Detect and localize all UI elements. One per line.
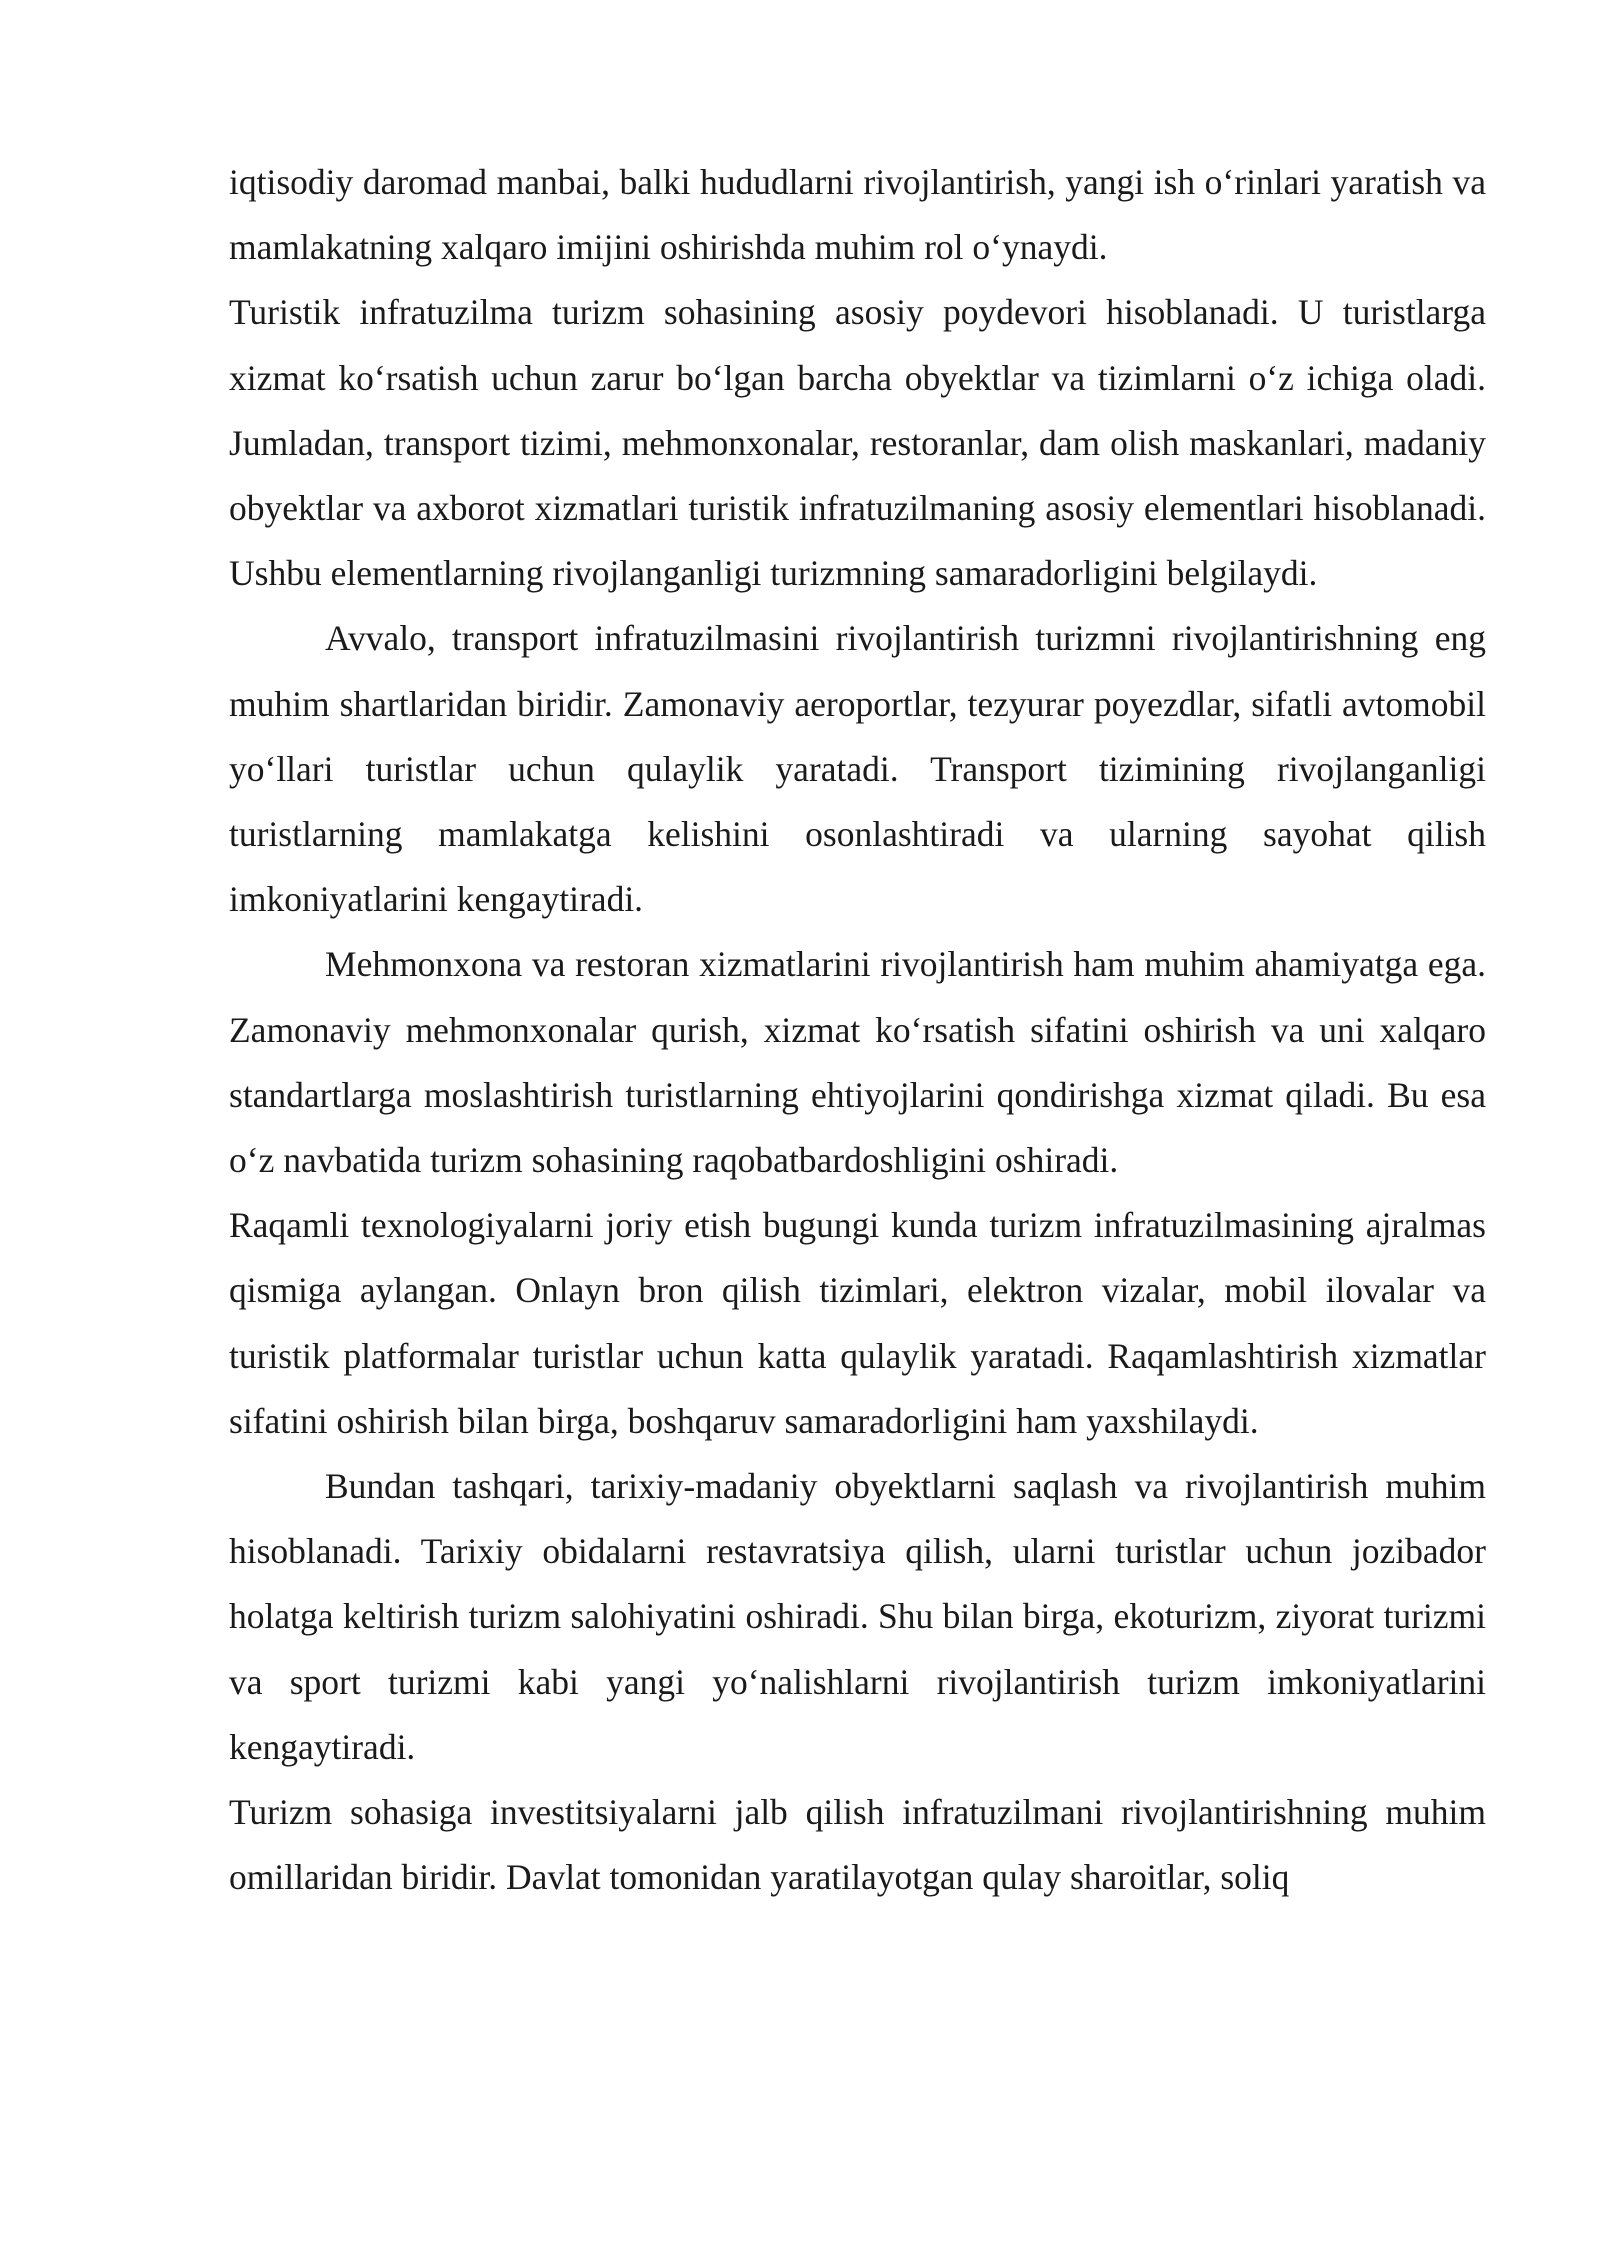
- paragraph-continuation: iqtisodiy daromad manbai, balki hududlarni rivojlantirish, yangi ish o‘rinlari yaratish va mamlakatning xalqaro imijini oshirishda muhim rol o‘ynaydi.: [229, 162, 1486, 268]
- paragraph-transport: Avvalo, transport infratuzilmasini rivojlantirish turizmni rivojlantirishning eng muhim shartlaridan biridir. Zamonaviy aeroportlar, tezyurar poyezdlar, sifatli avtomobil yo‘llari turistlar uchun qulaylik yaratadi. Transport tizimining rivojlanganligi turistlarning mamlakatga kelishini osonlashtiradi va ularning sayohat qilish imkoniyatlarini kengaytiradi.: [229, 618, 1486, 920]
- paragraph-tarixiy-madaniy: Bundan tashqari, tarixiy-madaniy obyektlarni saqlash va rivojlantirish muhim hisoblanadi. Tarixiy obidalarni restavratsiya qilish, ularni turistlar uchun jozibador holatga keltirish turizm salohiyatini oshiradi. Shu bilan birga, ekoturizm, ziyorat turizmi va sport turizmi kabi yangi yo‘nalishlarni rivojlantirish turizm imkoniyatlarini kengaytiradi.: [229, 1466, 1486, 1767]
- paragraph-mehmonxona: Mehmonxona va restoran xizmatlarini rivojlantirish ham muhim ahamiyatga ega. Zamonaviy mehmonxonalar qurish, xizmat ko‘rsatish sifatini oshirish va uni xalqaro standartlarga moslashtirish turistlarning ehtiyojlarini qondirishga xizmat qiladi. Bu esa o‘z navbatida turizm sohasining raqobatbardoshligini oshiradi.: [229, 944, 1486, 1181]
- paragraph-investitsiyalar: Turizm sohasiga investitsiyalarni jalb qilish infratuzilmani rivojlantirishning muhim omillaridan biridir. Davlat tomonidan yaratilayotgan qulay sharoitlar, soliq: [229, 1792, 1486, 1898]
- body-text: [229, 150, 1486, 1910]
- paragraph-turistik-infratuzilma: Turistik infratuzilma turizm sohasining asosiy poydevori hisoblanadi. U turistlarga xizmat ko‘rsatish uchun zarur bo‘lgan barcha obyektlar va tizimlarni o‘z ichiga oladi. Jumladan, transport tizimi, mehmonxonalar, restoranlar, dam olish maskanlari, madaniy obyektlar va axborot xizmatlari turistik infratuzilmaning asosiy elementlari hisoblanadi. Ushbu elementlarning rivojlanganligi turizmning samaradorligini belgilaydi.: [229, 292, 1486, 594]
- paragraph-raqamli-texnologiyalar: Raqamli texnologiyalarni joriy etish bugungi kunda turizm infratuzilmasining ajralmas qismiga aylangan. Onlayn bron qilish tizimlari, elektron vizalar, mobil ilovalar va turistik platformalar turistlar uchun katta qulaylik yaratadi. Raqamlashtirish xizmatlar sifatini oshirish bilan birga, boshqaruv samaradorligini ham yaxshilaydi.: [229, 1205, 1486, 1441]
